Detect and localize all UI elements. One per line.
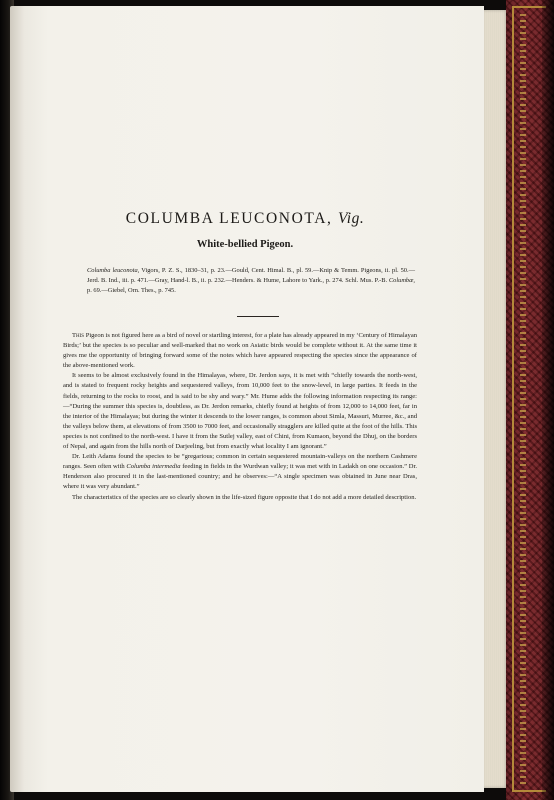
paragraph-3-text-b: feeding in fields in the Wurdwan valley; it was met with in Ladakh on one occasion.” Dr. Henderson also procured it in the last-mentioned country; and he observes:—“A single specimen was obtained in June near Dras, where it was very abundant.” [63,463,417,491]
synonymy-species: Columba leuconota, [87,267,140,274]
cover-edge-shadow [542,0,554,800]
synonymy-references-end: p. 69.—Giebel, Orn. Thes., p. 745. [87,287,176,294]
paragraph-3 [63,452,417,492]
paragraph-1 [63,331,417,371]
paragraph-3-species: Columba intermedia [126,463,181,471]
title-author: Vig. [337,210,365,227]
section-divider [237,316,279,317]
body-text [63,331,417,503]
common-name: White-bellied Pigeon. [196,239,294,250]
synonymy-references: Vigors, P. Z. S., 1830–31, p. 23.—Gould, Cent. Himal. B., pl. 59.—Knip & Temm. Pigeons, ii. pl. 50.—Jerd. B. Ind., iii. p. 471.—Gray, Hand-l. B., ii. p. 232.—Henders. & Hume, Lahore to Yark., p. 274. Schl. Mus. P.-B. [87,267,415,284]
cover-gilt-ornament [520,14,526,784]
synonymy-genus: Columbæ, [388,277,415,284]
synonymy-block [87,266,415,296]
paragraph-4: The characteristics of the species are so clearly shown in the life-sized figure opposite that I do not add a more detailed description. [72,493,417,501]
paragraph-2: It seems to be almost exclusively found in the Himalayas, where, Dr. Jerdon says, it is met with “chiefly towards the north-west, and is stated to frequent rocky heights and sequestered valleys, from 10,000 feet to the snow-level, in large parties. It feeds in the fields, returning to the rocks to roost, and is said to be shy and wary.” Mr. Hume adds the following information respecting its range:—“During the summer this species is, doubtless, as Dr. Jerdon remarks, chiefly found at heights of from 12,000 to 14,000 feet, far in the interior of the Himalayas; but during the winter it descends to the lower ranges, is common about Simla, Massuri, Murree, &c., and the valleys below them, at elevations of from 3500 to 7000 feet, and occasionally stragglers are killed quite at the foot of the hills. This species is not confined to the north-west. I have it from the Sutlej valley, east of Chini, from Kumaon, beyond the Dhuj, on the borders of Nepal, and again from the hills north of Darjeeling, but from exactly what locality I am ignorant.” [63,372,417,451]
paragraph-1-text: Pigeon is not figured here as a bird of novel or startling interest, for a plate has already appeared in my ‘Century of Himalayan Birds;’ but the species is so peculiar and well-marked that no work on Asiatic birds would be complete without it. At the same time it gives me the opportunity of bringing forward some of the notes which have appeared respecting the species since the appearance of the above-mentioned work. [63,332,417,370]
title-species: COLUMBA LEUCONOTA, [125,210,333,227]
paragraph-3-text-a: Dr. Leith Adams found the species to be “gregarious; common in certain sequestered mountain-valleys on the northern Cashmere ranges. Seen often with [63,453,417,471]
page-edges [484,10,508,788]
page-title [93,210,397,228]
lead-word: This [72,332,85,339]
cover-gilt-border [512,6,546,792]
page-content [63,210,417,503]
